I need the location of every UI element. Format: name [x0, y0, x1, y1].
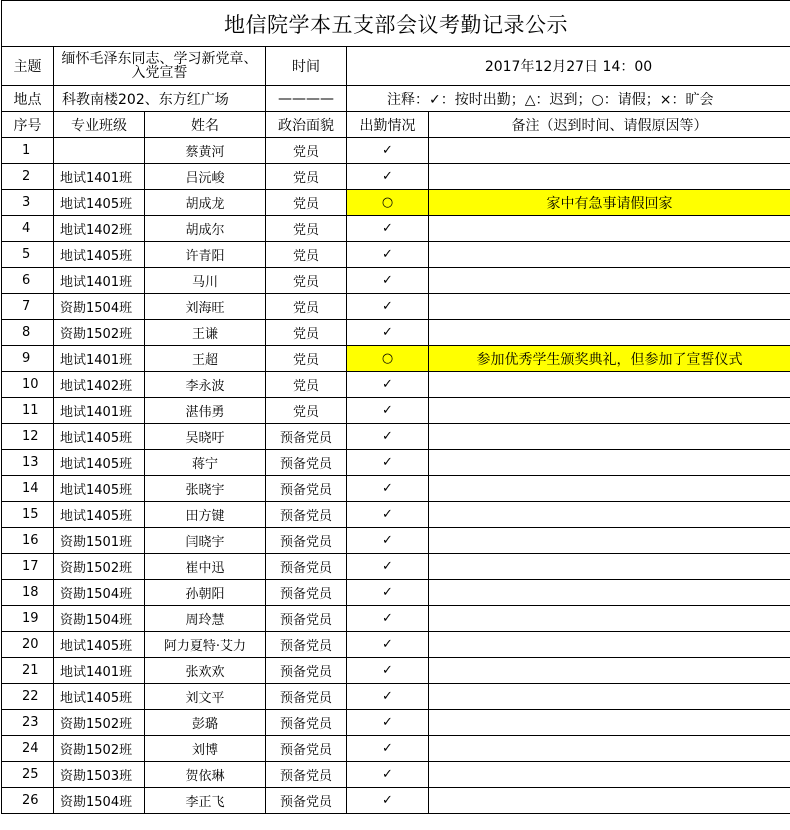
cell-status: 预备党员: [266, 632, 347, 658]
cell-attend: ✓: [347, 242, 429, 268]
cell-note: [429, 528, 790, 554]
table-row: [2, 528, 790, 554]
cell-attend: ✓: [347, 450, 429, 476]
cell-status: 预备党员: [266, 450, 347, 476]
cell-attend: ✓: [347, 710, 429, 736]
cell-name: 刘博: [145, 736, 266, 762]
table-row: [2, 216, 790, 242]
cell-status: 预备党员: [266, 502, 347, 528]
cell-note: [429, 424, 790, 450]
cell-attend: ✓: [347, 138, 429, 164]
cell-status: 党员: [266, 398, 347, 424]
cell-class: 资勘1504班: [54, 606, 145, 632]
cell-note: [429, 762, 790, 788]
cell-attend: ✓: [347, 294, 429, 320]
cell-status: 预备党员: [266, 606, 347, 632]
cell-name: 胡成龙: [145, 190, 266, 216]
table-row: [2, 138, 790, 164]
cell-note: [429, 736, 790, 762]
time-label: 时间: [266, 47, 347, 86]
cell-name: 刘海旺: [145, 294, 266, 320]
cell-no: 14: [2, 476, 54, 502]
cell-name: 闫晓宇: [145, 528, 266, 554]
cell-no: 24: [2, 736, 54, 762]
attendance-table: [1, 0, 790, 814]
cell-class: 地试1405班: [54, 424, 145, 450]
location-value: 科教南楼202、东方红广场: [54, 86, 266, 112]
attendance-legend: 注释：✓：按时出勤；△：迟到；○：请假；×：旷会: [347, 86, 790, 112]
cell-name: 李永波: [145, 372, 266, 398]
cell-status: 预备党员: [266, 476, 347, 502]
cell-attend: ✓: [347, 736, 429, 762]
cell-class: 地试1401班: [54, 164, 145, 190]
cell-status: 预备党员: [266, 658, 347, 684]
cell-no: 1: [2, 138, 54, 164]
cell-note: [429, 294, 790, 320]
cell-attend: ✓: [347, 554, 429, 580]
table-row: [2, 294, 790, 320]
cell-class: 地试1405班: [54, 502, 145, 528]
cell-no: 25: [2, 762, 54, 788]
cell-no: 11: [2, 398, 54, 424]
table-row: [2, 684, 790, 710]
cell-note: [429, 554, 790, 580]
cell-class: 资勘1501班: [54, 528, 145, 554]
cell-no: 7: [2, 294, 54, 320]
cell-name: 崔中迅: [145, 554, 266, 580]
cell-note: [429, 372, 790, 398]
cell-status: 预备党员: [266, 684, 347, 710]
cell-note: [429, 398, 790, 424]
cell-class: 地试1405班: [54, 684, 145, 710]
table-row: [2, 372, 790, 398]
cell-no: 5: [2, 242, 54, 268]
cell-no: 13: [2, 450, 54, 476]
cell-status: 党员: [266, 372, 347, 398]
cell-note: [429, 164, 790, 190]
cell-no: 23: [2, 710, 54, 736]
cell-attend: ✓: [347, 164, 429, 190]
cell-attend: ✓: [347, 580, 429, 606]
cell-attend: ✓: [347, 788, 429, 814]
table-row: [2, 320, 790, 346]
table-row: [2, 164, 790, 190]
cell-class: 资勘1504班: [54, 788, 145, 814]
page-title: 地信院学本五支部会议考勤记录公示: [2, 1, 790, 47]
cell-note: [429, 138, 790, 164]
cell-class: 地试1402班: [54, 216, 145, 242]
cell-attend: ✓: [347, 372, 429, 398]
cell-no: 17: [2, 554, 54, 580]
cell-status: 党员: [266, 190, 347, 216]
cell-name: 吕沅峻: [145, 164, 266, 190]
cell-status: 党员: [266, 138, 347, 164]
cell-attend: ○: [347, 190, 429, 216]
cell-attend: ○: [347, 346, 429, 372]
table-row: [2, 632, 790, 658]
cell-note: [429, 684, 790, 710]
cell-class: 地试1401班: [54, 346, 145, 372]
cell-class: 地试1401班: [54, 268, 145, 294]
cell-no: 22: [2, 684, 54, 710]
cell-status: 预备党员: [266, 788, 347, 814]
location-label: 地点: [2, 86, 54, 112]
cell-class: [54, 138, 145, 164]
table-row: [2, 424, 790, 450]
cell-status: 预备党员: [266, 580, 347, 606]
table-row: [2, 606, 790, 632]
header-attend: 出勤情况: [347, 112, 429, 138]
cell-no: 21: [2, 658, 54, 684]
table-row: [2, 554, 790, 580]
cell-status: 党员: [266, 320, 347, 346]
cell-name: 阿力夏特·艾力: [145, 632, 266, 658]
cell-name: 王超: [145, 346, 266, 372]
cell-status: 预备党员: [266, 424, 347, 450]
header-no: 序号: [2, 112, 54, 138]
table-row: [2, 398, 790, 424]
cell-name: 王谦: [145, 320, 266, 346]
cell-no: 19: [2, 606, 54, 632]
cell-name: 马川: [145, 268, 266, 294]
cell-class: 资勘1503班: [54, 762, 145, 788]
cell-note: [429, 268, 790, 294]
cell-class: 地试1401班: [54, 658, 145, 684]
cell-class: 资勘1504班: [54, 580, 145, 606]
table-row: [2, 710, 790, 736]
cell-class: 地试1401班: [54, 398, 145, 424]
table-row: [2, 788, 790, 814]
cell-name: 蒋宁: [145, 450, 266, 476]
cell-no: 18: [2, 580, 54, 606]
table-row: [2, 190, 790, 216]
cell-status: 预备党员: [266, 554, 347, 580]
cell-status: 党员: [266, 216, 347, 242]
cell-attend: ✓: [347, 424, 429, 450]
cell-no: 12: [2, 424, 54, 450]
cell-attend: ✓: [347, 320, 429, 346]
cell-name: 湛伟勇: [145, 398, 266, 424]
cell-attend: ✓: [347, 632, 429, 658]
cell-status: 预备党员: [266, 762, 347, 788]
cell-no: 9: [2, 346, 54, 372]
cell-no: 3: [2, 190, 54, 216]
table-row: [2, 762, 790, 788]
table-row: [2, 476, 790, 502]
cell-note: [429, 502, 790, 528]
cell-no: 16: [2, 528, 54, 554]
cell-name: 孙朝阳: [145, 580, 266, 606]
cell-attend: ✓: [347, 684, 429, 710]
subject-value: 缅怀毛泽东同志、学习新党章、入党宣誓: [54, 47, 266, 86]
cell-class: 资勘1502班: [54, 736, 145, 762]
cell-status: 党员: [266, 268, 347, 294]
table-row: [2, 580, 790, 606]
cell-name: 贺依琳: [145, 762, 266, 788]
table-row: [2, 502, 790, 528]
header-note: 备注（迟到时间、请假原因等）: [429, 112, 790, 138]
cell-class: 地试1405班: [54, 450, 145, 476]
table-row: [2, 346, 790, 372]
cell-class: 资勘1502班: [54, 554, 145, 580]
cell-attend: ✓: [347, 476, 429, 502]
cell-no: 10: [2, 372, 54, 398]
cell-name: 胡成尔: [145, 216, 266, 242]
table-row: [2, 450, 790, 476]
cell-note: [429, 242, 790, 268]
cell-note: [429, 580, 790, 606]
cell-name: 刘文平: [145, 684, 266, 710]
cell-name: 周玲慧: [145, 606, 266, 632]
time-value: 2017年12月27日 14：00: [347, 47, 790, 86]
header-status: 政治面貌: [266, 112, 347, 138]
cell-class: 地试1405班: [54, 190, 145, 216]
cell-no: 8: [2, 320, 54, 346]
cell-attend: ✓: [347, 658, 429, 684]
cell-no: 4: [2, 216, 54, 242]
cell-attend: ✓: [347, 528, 429, 554]
cell-status: 预备党员: [266, 528, 347, 554]
cell-attend: ✓: [347, 762, 429, 788]
table-row: [2, 268, 790, 294]
cell-class: 地试1405班: [54, 476, 145, 502]
cell-attend: ✓: [347, 398, 429, 424]
cell-note: [429, 476, 790, 502]
header-row: [2, 112, 790, 138]
header-name: 姓名: [145, 112, 266, 138]
cell-name: 张晓宇: [145, 476, 266, 502]
cell-class: 资勘1504班: [54, 294, 145, 320]
cell-attend: ✓: [347, 268, 429, 294]
subject-label: 主题: [2, 47, 54, 86]
cell-no: 26: [2, 788, 54, 814]
cell-note: [429, 606, 790, 632]
cell-note: [429, 788, 790, 814]
cell-name: 吴晓吁: [145, 424, 266, 450]
cell-status: 党员: [266, 346, 347, 372]
cell-no: 2: [2, 164, 54, 190]
cell-note: [429, 632, 790, 658]
cell-no: 6: [2, 268, 54, 294]
cell-status: 预备党员: [266, 710, 347, 736]
cell-note: [429, 450, 790, 476]
table-row: [2, 658, 790, 684]
table-row: [2, 736, 790, 762]
cell-status: 党员: [266, 242, 347, 268]
cell-name: 张欢欢: [145, 658, 266, 684]
cell-name: 许青阳: [145, 242, 266, 268]
cell-status: 预备党员: [266, 736, 347, 762]
cell-class: 地试1405班: [54, 242, 145, 268]
cell-name: 田方键: [145, 502, 266, 528]
cell-class: 资勘1502班: [54, 320, 145, 346]
cell-note: [429, 710, 790, 736]
cell-name: 李正飞: [145, 788, 266, 814]
cell-attend: ✓: [347, 502, 429, 528]
cell-name: 彭璐: [145, 710, 266, 736]
cell-name: 蔡黄河: [145, 138, 266, 164]
cell-status: 党员: [266, 164, 347, 190]
cell-note: 家中有急事请假回家: [429, 190, 790, 216]
cell-note: [429, 320, 790, 346]
cell-no: 20: [2, 632, 54, 658]
cell-class: 地试1405班: [54, 632, 145, 658]
cell-no: 15: [2, 502, 54, 528]
location-dash: ————: [266, 86, 347, 112]
table-row: [2, 242, 790, 268]
cell-attend: ✓: [347, 216, 429, 242]
cell-note: [429, 216, 790, 242]
cell-note: [429, 658, 790, 684]
header-class: 专业班级: [54, 112, 145, 138]
cell-class: 资勘1502班: [54, 710, 145, 736]
cell-class: 地试1402班: [54, 372, 145, 398]
cell-attend: ✓: [347, 606, 429, 632]
cell-note: 参加优秀学生颁奖典礼，但参加了宣誓仪式: [429, 346, 790, 372]
cell-status: 党员: [266, 294, 347, 320]
